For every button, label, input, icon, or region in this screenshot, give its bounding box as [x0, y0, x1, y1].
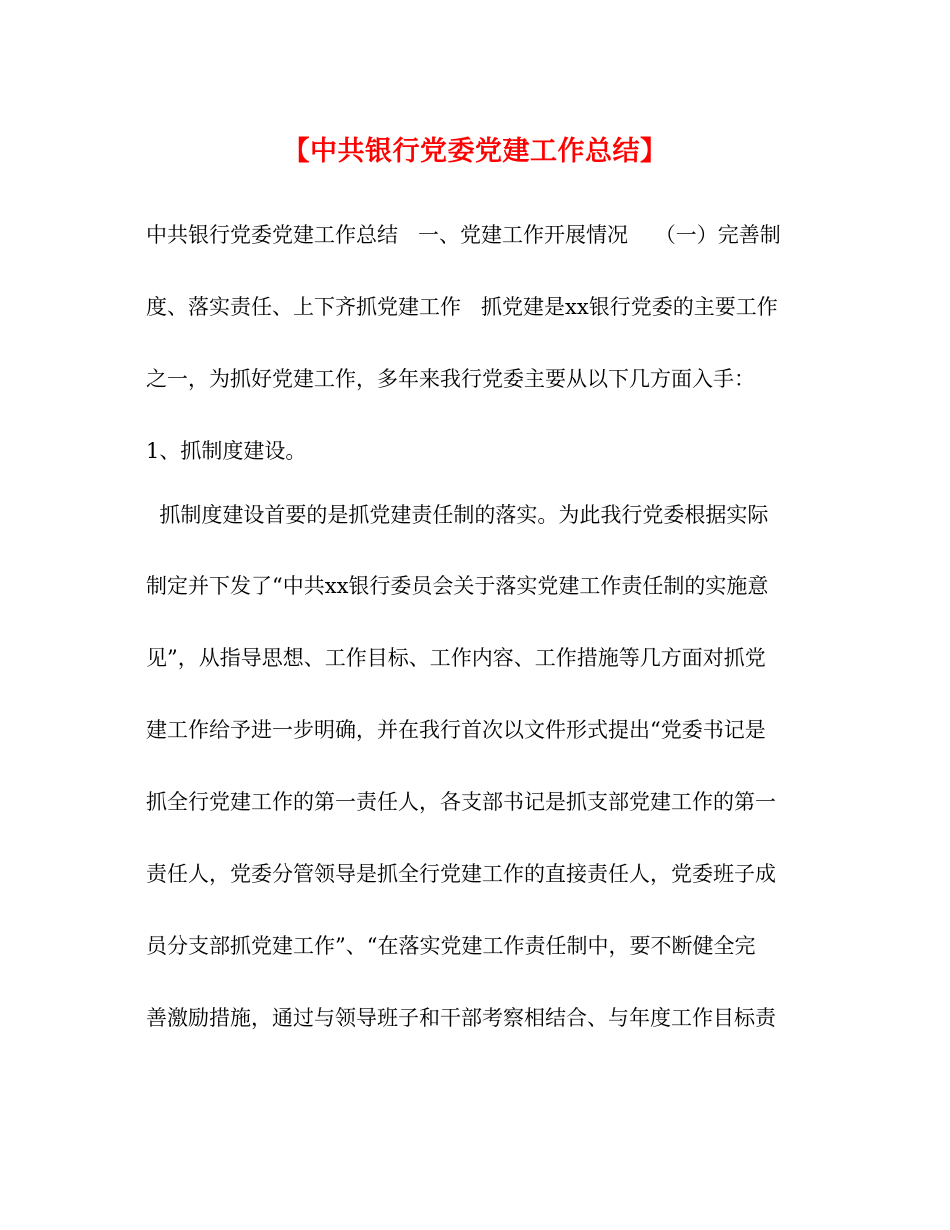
body-line-6: 制定并下发了“中共xx银行委员会关于落实党建工作责任制的实施意 — [146, 574, 769, 598]
body-line-5: 抓制度建设首要的是抓党建责任制的落实。为此我行党委根据实际 — [146, 503, 769, 527]
body-line-1: 中共银行党委党建工作总结 一、党建工作开展情况 （一）完善制 — [146, 223, 781, 247]
body-line-12: 善激励措施，通过与领导班子和干部考察相结合、与年度工作目标责 — [146, 1006, 776, 1030]
body-line-7: 见”，从指导思想、工作目标、工作内容、工作措施等几方面对抓党 — [146, 646, 766, 670]
body-line-11: 员分支部抓党建工作”、“在落实党建工作责任制中，要不断健全完 — [146, 934, 756, 958]
body-line-3: 之一，为抓好党建工作，多年来我行党委主要从以下几方面入手： — [146, 367, 755, 391]
body-line-2: 度、落实责任、上下齐抓党建工作 抓党建是xx银行党委的主要工作 — [146, 295, 778, 319]
document-title: 【中共银行党委党建工作总结】 — [282, 136, 668, 167]
body-line-10: 责任人，党委分管领导是抓全行党建工作的直接责任人，党委班子成 — [146, 862, 776, 886]
body-line-8: 建工作给予进一步明确，并在我行首次以文件形式提出“党委书记是 — [146, 718, 766, 742]
body-line-9: 抓全行党建工作的第一责任人，各支部书记是抓支部党建工作的第一 — [146, 790, 776, 814]
body-line-4: 1、抓制度建设。 — [146, 439, 307, 463]
